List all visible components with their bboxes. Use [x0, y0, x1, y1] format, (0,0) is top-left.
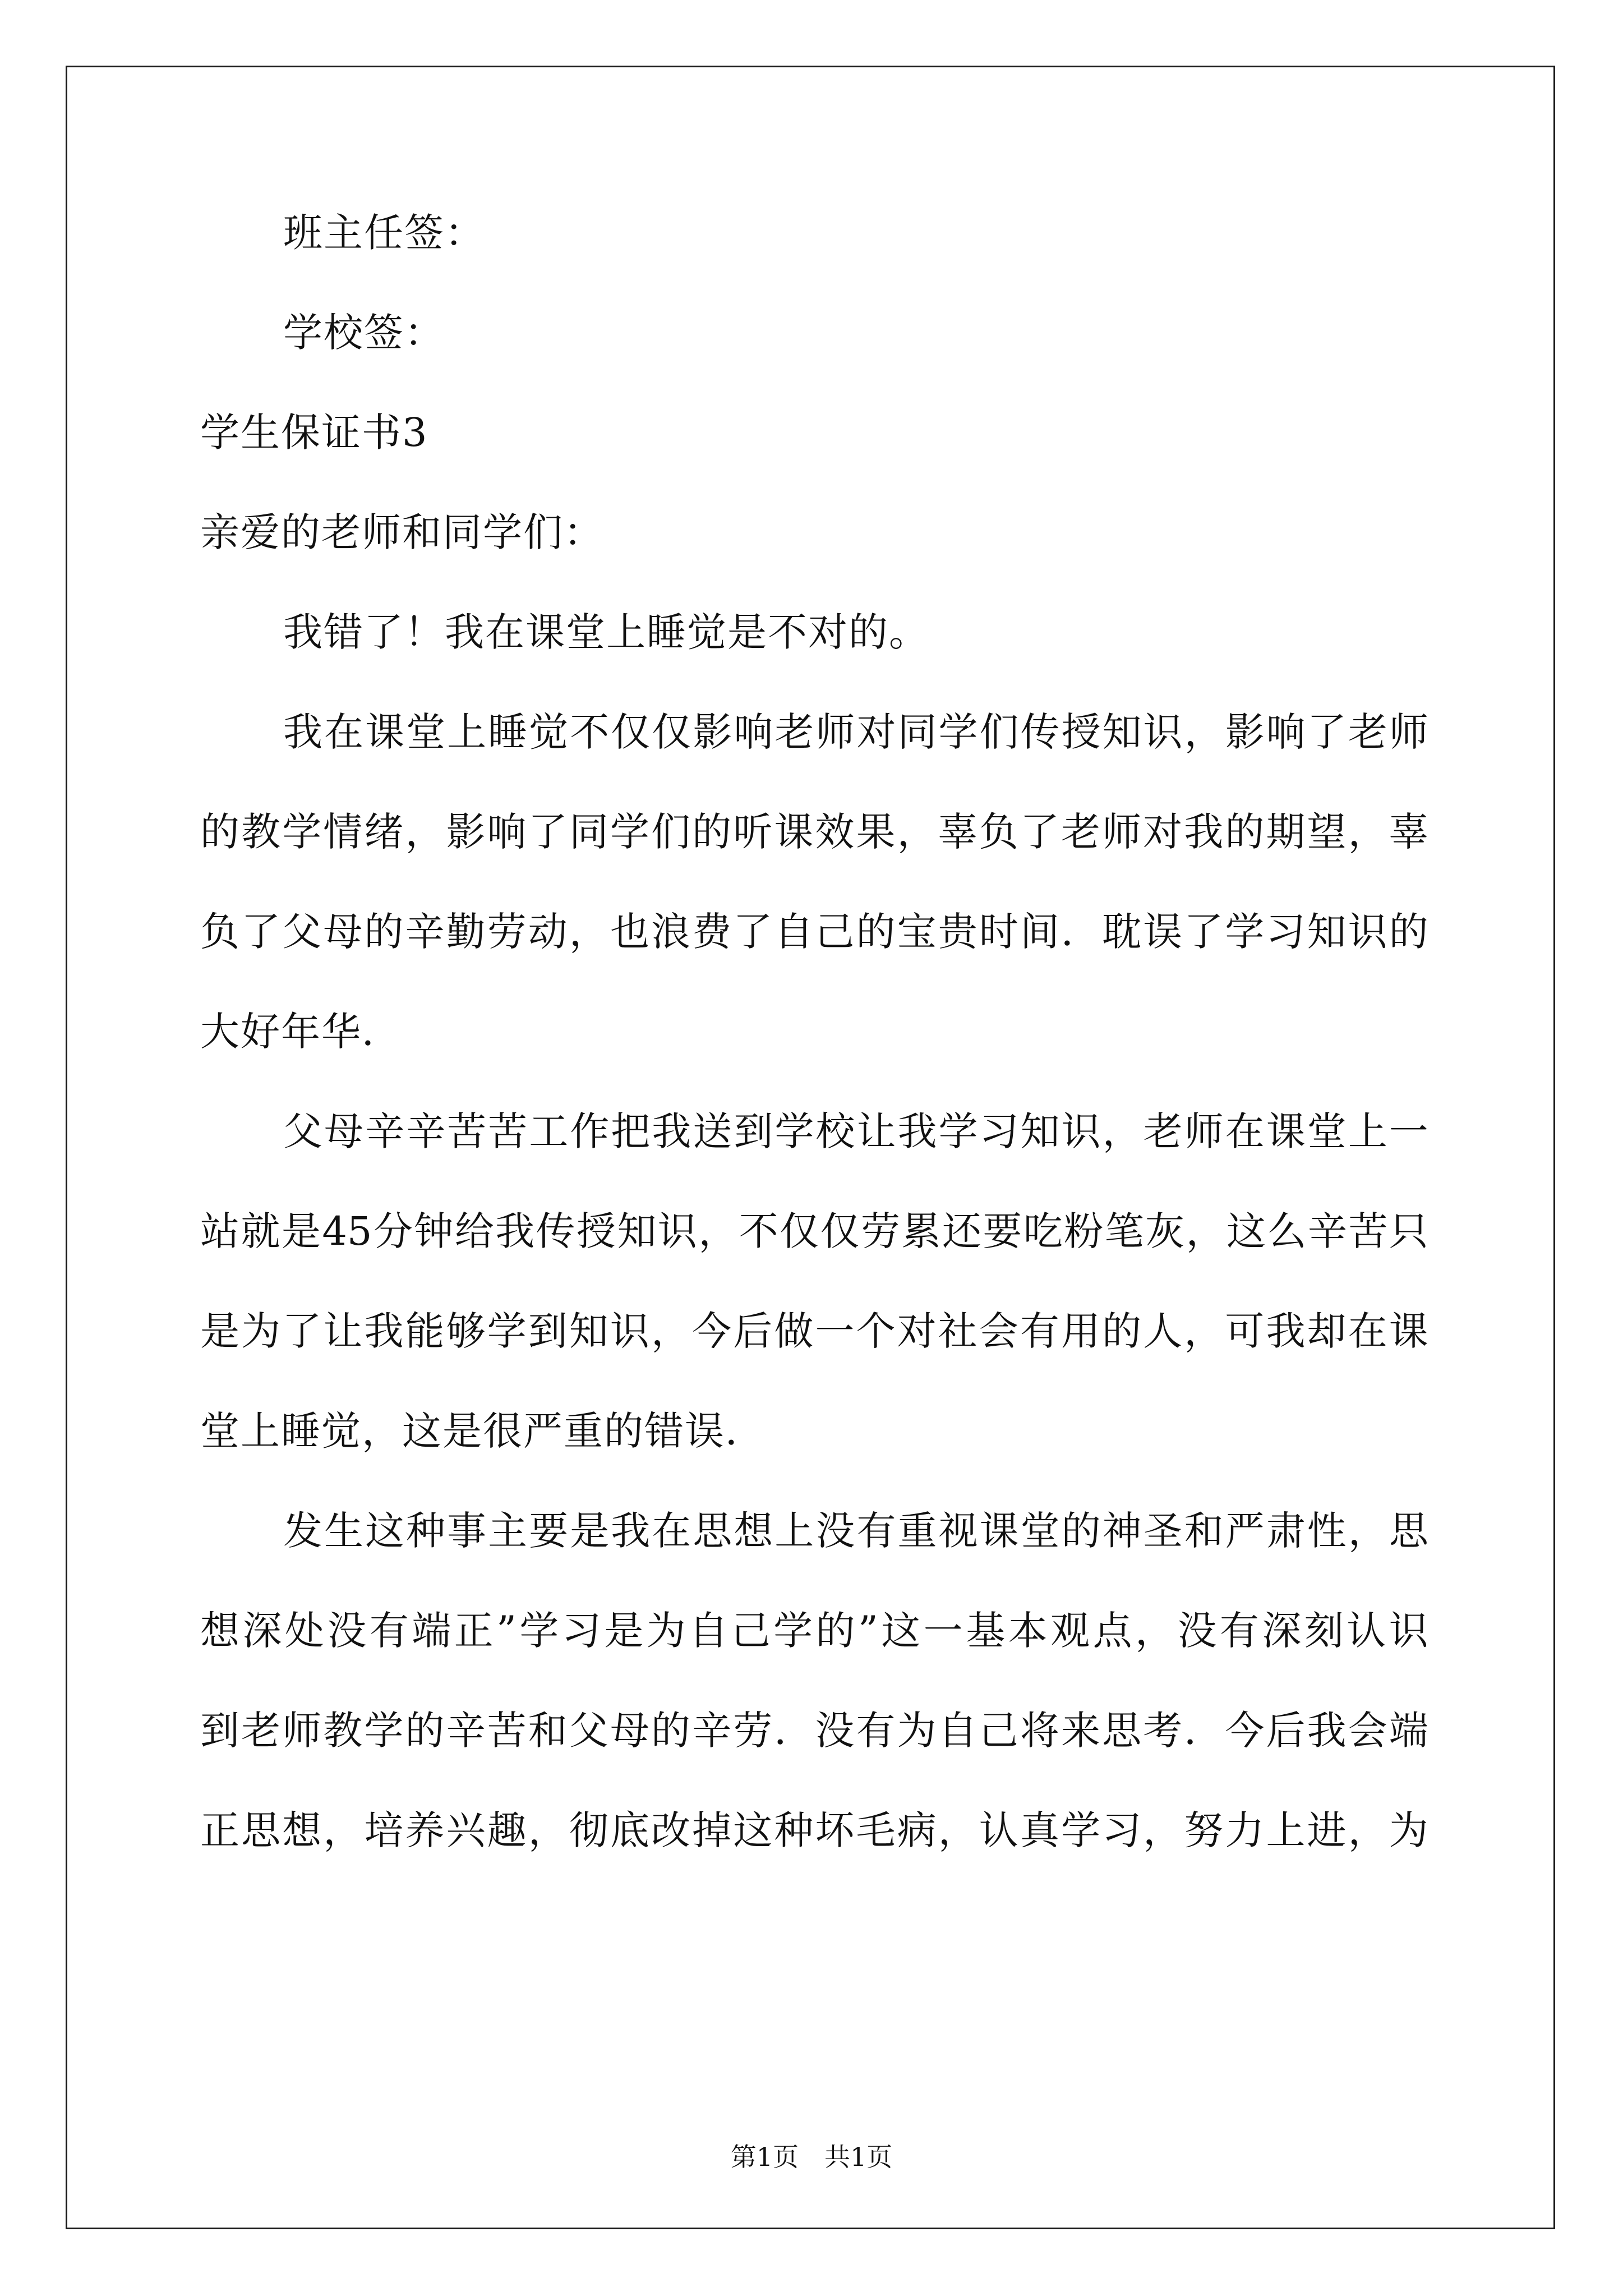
document-body: [200, 210, 1428, 1853]
school-signature-line: 学校签：: [283, 310, 445, 356]
paragraph-3-line-3: 是 为 了 让 我 能 够 学 到 知 识 ， 今 后 做 一 个 对 社 会 有 用 的 人 ， 可 我 却 在 课: [200, 1308, 1428, 1354]
page-footer: 第1页 共1页: [730, 2142, 893, 2172]
class-teacher-signature-line: 班主任签：: [283, 210, 485, 256]
paragraph-4-line-1: 发 生 这 种 事 主 要 是 我 在 思 想 上 没 有 重 视 课 堂 的 神 圣 和 严 肃 性 ， 思: [283, 1508, 1428, 1554]
paragraph-2-line-3: 负 了 父 母 的 辛 勤 劳 动 ， 也 浪 费 了 自 己 的 宝 贵 时 间 ． 耽 误 了 学 习 知 识 的: [200, 909, 1428, 955]
paragraph-4-line-4: 正 思 想 ， 培 养 兴 趣 ， 彻 底 改 掉 这 种 坏 毛 病 ， 认 真 学 习 ， 努 力 上 进 ， 为: [200, 1807, 1428, 1853]
paragraph-3-line-4: 堂上睡觉，这是很严重的错误．: [200, 1408, 766, 1454]
document-title: 学生保证书3: [200, 409, 428, 455]
paragraph-3-line-1: 父 母 辛 辛 苦 苦 工 作 把 我 送 到 学 校 让 我 学 习 知 识 ， 老 师 在 课 堂 上 一: [283, 1108, 1428, 1154]
paragraph-3-line-2: 站 就 是 45 分 钟 给 我 传 授 知 识 ， 不 仅 仅 劳 累 还 要 吃 粉 笔 灰 ， 这 么 辛 苦 只: [200, 1208, 1428, 1254]
paragraph-2-line-1: 我 在 课 堂 上 睡 觉 不 仅 仅 影 响 老 师 对 同 学 们 传 授 知 识 ， 影 响 了 老 师: [283, 709, 1428, 755]
paragraph-4-line-2: 想 深 处 没 有 端 正 ” 学 习 是 为 自 己 学 的 ” 这 一 基 本 观 点 ， 没 有 深 刻 认 识: [200, 1608, 1428, 1654]
salutation: 亲爱的老师和同学们：: [200, 509, 604, 555]
paragraph-2-line-2: 的 教 学 情 绪 ， 影 响 了 同 学 们 的 听 课 效 果 ， 辜 负 了 老 师 对 我 的 期 望 ， 辜: [200, 809, 1428, 855]
paragraph-2-line-4: 大好年华．: [200, 1009, 402, 1055]
paragraph-1-line-1: 我错了！我在课堂上睡觉是不对的。: [283, 609, 929, 655]
paragraph-4-line-3: 到 老 师 教 学 的 辛 苦 和 父 母 的 辛 劳 ． 没 有 为 自 己 将 来 思 考 ． 今 后 我 会 端: [200, 1708, 1428, 1754]
